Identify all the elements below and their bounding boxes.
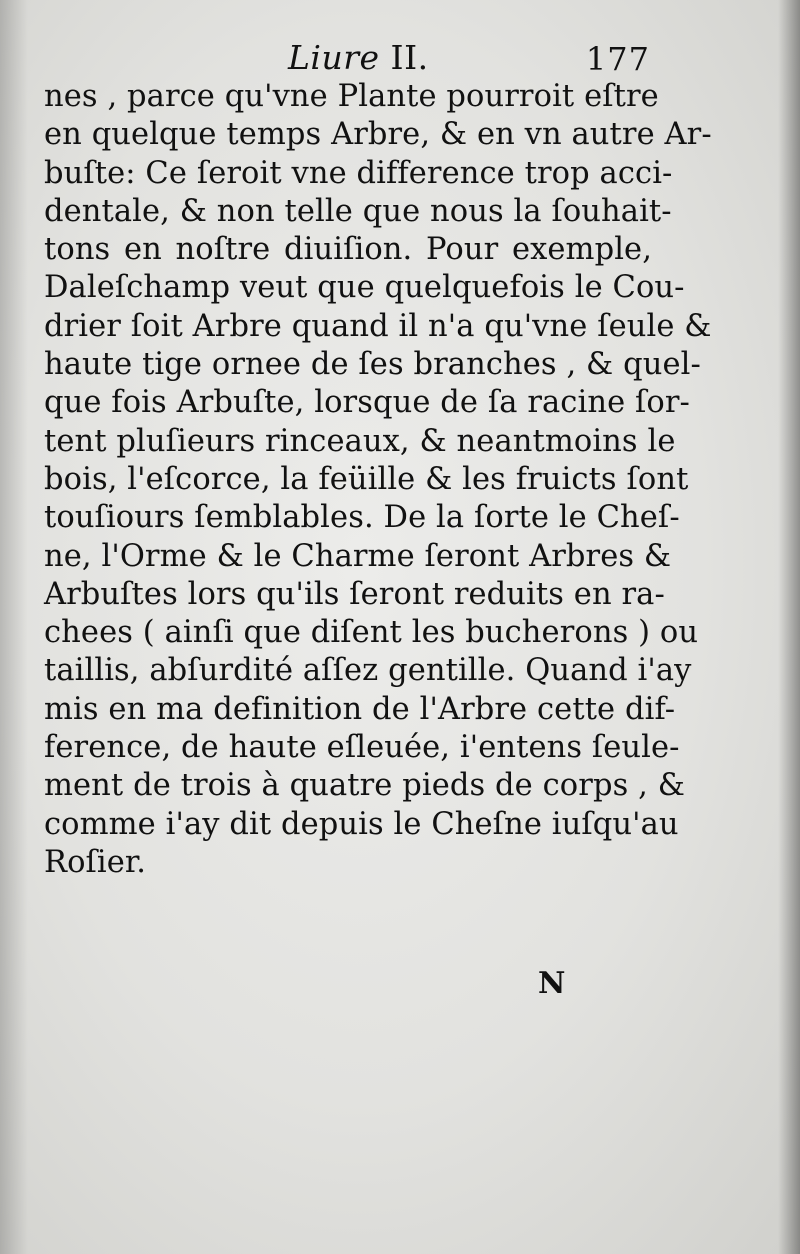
text-line: ne, l'Orme & le Charme ſeront Arbres & — [44, 538, 672, 574]
body-text — [44, 78, 712, 882]
text-line: que fois Arbuſte, lorsque de ſa racine ſor- — [44, 385, 690, 421]
left-edge-shadow — [0, 0, 28, 1254]
text-line: nes , parce qu'vne Plante pourroit eſtre — [44, 79, 659, 114]
text-line: Arbuſtes lors qu'ils ſeront reduits en ra- — [44, 576, 665, 612]
text-line: tent pluſieurs rinceaux, & neantmoins le — [44, 423, 676, 459]
text-line: bois, l'eſcorce, la feüille & les fruicts ſont — [44, 461, 689, 497]
text-line: ment de trois à quatre pieds de corps , & — [44, 768, 685, 804]
text-line: chees ( ainſi que diſent les bucherons ) ou — [44, 615, 699, 651]
page-number: 177 — [585, 40, 650, 78]
running-head-book-number: II. — [390, 38, 429, 77]
text-line: taillis, abſurdité aſſez gentille. Quand i'ay — [44, 653, 692, 689]
text-line: haute tige ornee de ſes branches , & quel- — [44, 347, 701, 383]
signature-mark: N — [538, 966, 566, 1001]
running-head-word: Liure — [288, 38, 380, 77]
text-line: mis en ma definition de l'Arbre cette dif- — [44, 691, 676, 727]
text-line: en quelque temps Arbre, & en vn autre Ar- — [44, 117, 712, 153]
right-edge-shadow — [778, 0, 800, 1254]
text-line: touſiours ſemblables. De la ſorte le Cheſ- — [44, 500, 680, 536]
text-line: buſte: Ce ſeroit vne difference trop acci- — [44, 155, 673, 191]
text-line: Daleſchamp veut que quelquefois le Cou- — [44, 270, 685, 306]
running-head — [288, 38, 429, 77]
text-line: ference, de haute eſleuée, i'entens ſeule- — [44, 730, 680, 766]
text-line: tons en noſtre diuiſion. Pour exemple, — [44, 232, 652, 268]
text-line: drier ſoit Arbre quand il n'a qu'vne ſeule & — [44, 308, 712, 344]
text-line: dentale, & non telle que nous la ſouhait- — [44, 193, 672, 229]
text-line: Roſier. — [44, 844, 147, 880]
text-line: comme i'ay dit depuis le Cheſne iuſqu'au — [44, 806, 679, 842]
